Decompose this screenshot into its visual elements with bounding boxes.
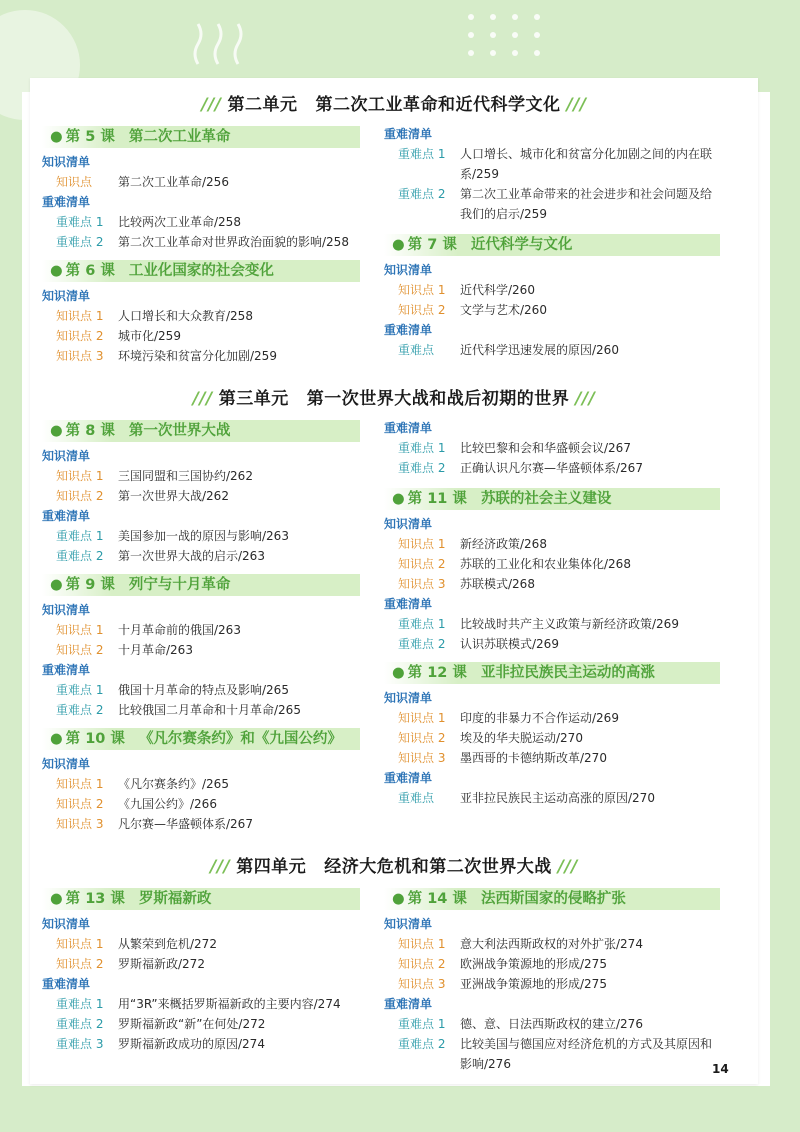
unit-name: 第一次世界大战和战后初期的世界	[306, 389, 570, 409]
unit2-left-column	[42, 124, 360, 366]
list-item: 知识点 2 《九国公约》/266	[56, 797, 217, 811]
unit3-left-column	[42, 418, 360, 834]
section-heading: 重难清单	[384, 421, 433, 435]
list-item: 知识点 3 凡尔赛—华盛顿体系/267	[56, 817, 253, 831]
section-heading: 知识清单	[384, 691, 433, 705]
list-item: 知识点 2 欧洲战争策源地的形成/275	[398, 957, 607, 971]
section-heading: 知识清单	[42, 155, 91, 169]
right-margin-background	[770, 0, 800, 1132]
list-item: 知识点 1 三国同盟和三国协约/262	[56, 469, 253, 483]
unit4-left-column	[42, 886, 360, 1054]
section-heading: 重难清单	[42, 195, 91, 209]
section-heading: 重难清单	[384, 997, 433, 1011]
list-item: 重难点 1 用“3R”来概括罗斯福新政的主要内容/274	[56, 997, 341, 1011]
slash-decoration: ///	[557, 857, 578, 877]
slash-decoration: ///	[210, 857, 231, 877]
page-number: 14	[712, 1062, 729, 1076]
list-item: 知识点 1 新经济政策/268	[398, 537, 547, 551]
section-heading: 知识清单	[42, 289, 91, 303]
list-item: 重难点 2 比较美国与德国应对经济危机的方式及其原因和影响/276	[398, 1037, 713, 1071]
unit-name: 经济大危机和第二次世界大战	[324, 857, 552, 877]
section-heading: 重难清单	[42, 663, 91, 677]
list-item: 知识点 2 十月革命/263	[56, 643, 193, 657]
list-item: 重难点 1 比较战时共产主义政策与新经济政策/269	[398, 617, 679, 631]
unit-number: 第三单元	[218, 389, 289, 409]
lesson-header: ● 第 6 课 工业化国家的社会变化	[42, 260, 360, 282]
decorative-wave-icon	[190, 20, 260, 68]
lesson-header: ● 第 5 课 第二次工业革命	[42, 126, 360, 148]
lesson-header: ● 第 8 课 第一次世界大战	[42, 420, 360, 442]
section-heading: 知识清单	[384, 263, 433, 277]
section-heading: 重难清单	[384, 127, 433, 141]
list-item: 重难点 1 俄国十月革命的特点及影响/265	[56, 683, 289, 697]
list-item: 知识点 1 人口增长和大众教育/258	[56, 309, 253, 323]
list-item: 重难点 1 人口增长、城市化和贫富分化加剧之间的内在联系/259	[398, 147, 713, 181]
section-heading: 知识清单	[42, 917, 91, 931]
unit-title	[30, 384, 758, 409]
list-item: 重难点 2 正确认识凡尔赛—华盛顿体系/267	[398, 461, 643, 475]
list-item: 重难点 1 美国参加一战的原因与影响/263	[56, 529, 289, 543]
section-heading: 重难清单	[42, 977, 91, 991]
lesson-header: ● 第 7 课 近代科学与文化	[384, 234, 720, 256]
list-item: 知识点 1 《凡尔赛条约》/265	[56, 777, 229, 791]
section-heading: 重难清单	[384, 597, 433, 611]
section-heading: 知识清单	[42, 603, 91, 617]
unit4-right-column	[384, 886, 720, 1074]
list-item: 知识点 2 城市化/259	[56, 329, 181, 343]
list-item: 重难点 2 第一次世界大战的启示/263	[56, 549, 265, 563]
list-item: 知识点 2 罗斯福新政/272	[56, 957, 205, 971]
list-item: 重难点 2 比较俄国二月革命和十月革命/265	[56, 703, 301, 717]
unit-number: 第二单元	[227, 95, 298, 115]
list-item: 知识点 1 从繁荣到危机/272	[56, 937, 217, 951]
unit-title	[30, 852, 758, 877]
list-item: 重难点 3 罗斯福新政成功的原因/274	[56, 1037, 265, 1051]
list-item: 知识点 第二次工业革命/256	[56, 175, 229, 189]
list-item: 重难点 1 比较两次工业革命/258	[56, 215, 241, 229]
list-item: 知识点 3 亚洲战争策源地的形成/275	[398, 977, 607, 991]
section-heading: 知识清单	[384, 517, 433, 531]
list-item: 知识点 1 近代科学/260	[398, 283, 535, 297]
list-item: 知识点 3 墨西哥的卡德纳斯改革/270	[398, 751, 607, 765]
decorative-dots	[468, 14, 568, 70]
list-item: 知识点 2 埃及的华夫脱运动/270	[398, 731, 583, 745]
list-item: 知识点 1 印度的非暴力不合作运动/269	[398, 711, 619, 725]
list-item: 知识点 1 意大利法西斯政权的对外扩张/274	[398, 937, 643, 951]
slash-decoration: ///	[566, 95, 587, 115]
section-heading: 重难清单	[42, 509, 91, 523]
list-item: 重难点 2 罗斯福新政“新”在何处/272	[56, 1017, 266, 1031]
slash-decoration: ///	[575, 389, 596, 409]
section-heading: 知识清单	[42, 449, 91, 463]
lesson-header: ● 第 11 课 苏联的社会主义建设	[384, 488, 720, 510]
unit-number: 第四单元	[236, 857, 307, 877]
unit3-right-column	[384, 418, 720, 808]
section-heading: 知识清单	[42, 757, 91, 771]
lesson-header: ● 第 9 课 列宁与十月革命	[42, 574, 360, 596]
list-item: 重难点 2 认识苏联模式/269	[398, 637, 559, 651]
list-item: 知识点 1 十月革命前的俄国/263	[56, 623, 241, 637]
slash-decoration: ///	[201, 95, 222, 115]
list-item: 知识点 2 苏联的工业化和农业集体化/268	[398, 557, 631, 571]
lesson-header: ● 第 10 课 《凡尔赛条约》和《九国公约》	[42, 728, 360, 750]
unit-name: 第二次工业革命和近代科学文化	[315, 95, 561, 115]
footer-background	[0, 1086, 800, 1132]
list-item: 知识点 3 环境污染和贫富分化加剧/259	[56, 349, 277, 363]
list-item: 重难点 1 德、意、日法西斯政权的建立/276	[398, 1017, 643, 1031]
list-item: 重难点 1 比较巴黎和会和华盛顿会议/267	[398, 441, 631, 455]
list-item: 重难点 亚非拉民族民主运动高涨的原因/270	[398, 791, 655, 805]
section-heading: 重难清单	[384, 323, 433, 337]
unit2-right-column	[384, 124, 720, 360]
list-item: 知识点 2 文学与艺术/260	[398, 303, 547, 317]
list-item: 知识点 2 第一次世界大战/262	[56, 489, 229, 503]
section-heading: 知识清单	[384, 917, 433, 931]
list-item: 知识点 3 苏联模式/268	[398, 577, 535, 591]
lesson-header: ● 第 12 课 亚非拉民族民主运动的高涨	[384, 662, 720, 684]
list-item: 重难点 2 第二次工业革命对世界政治面貌的影响/258	[56, 235, 349, 249]
list-item: 重难点 近代科学迅速发展的原因/260	[398, 343, 619, 357]
lesson-header: ● 第 13 课 罗斯福新政	[42, 888, 360, 910]
left-margin-background	[0, 0, 22, 1132]
section-heading: 重难清单	[384, 771, 433, 785]
slash-decoration: ///	[192, 389, 213, 409]
unit-title	[30, 90, 758, 115]
list-item: 重难点 2 第二次工业革命带来的社会进步和社会问题及给我们的启示/259	[398, 187, 713, 221]
lesson-header: ● 第 14 课 法西斯国家的侵略扩张	[384, 888, 720, 910]
